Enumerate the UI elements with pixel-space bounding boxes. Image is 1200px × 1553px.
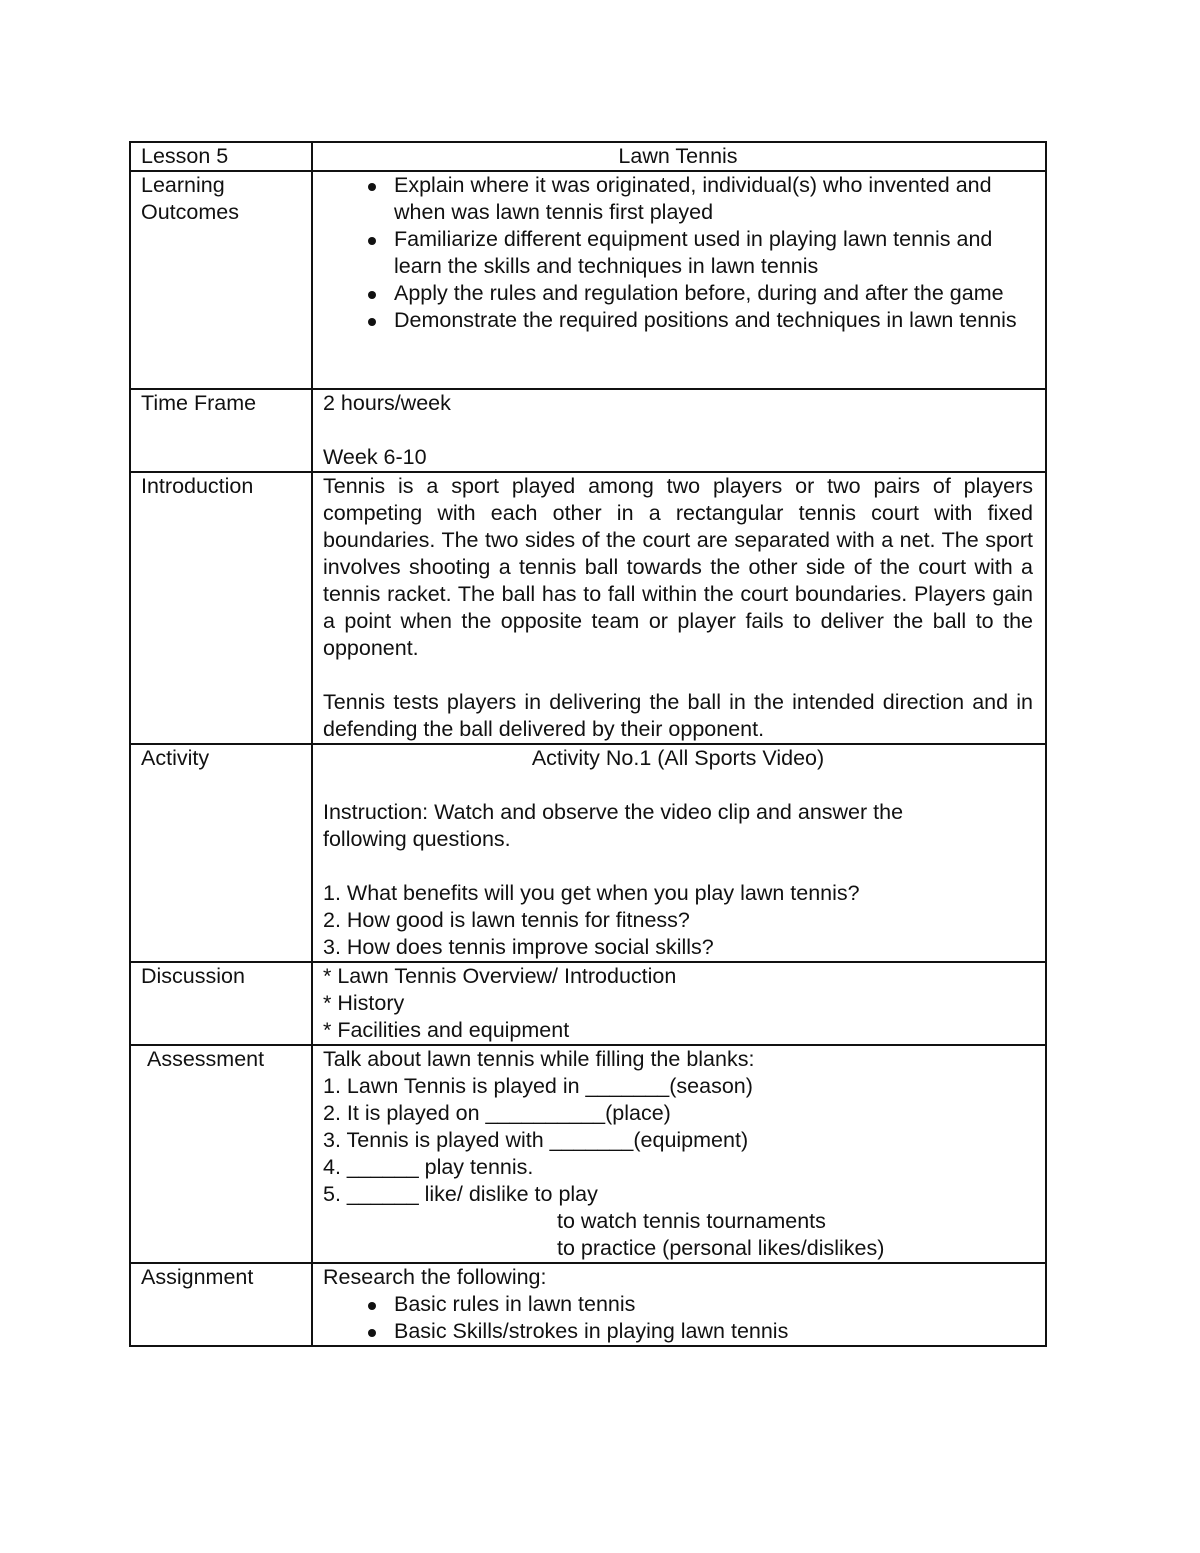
row-introduction <box>130 472 1046 744</box>
activity-label: Activity <box>130 744 312 962</box>
discussion-item: * Facilities and equipment <box>323 1018 570 1042</box>
assessment-label-text: Assessment <box>147 1047 265 1071</box>
time-frame-weeks: Week 6-10 <box>323 445 427 469</box>
list-item: Basic rules in lawn tennis <box>394 1291 1033 1318</box>
row-activity <box>130 744 1046 962</box>
learning-outcomes-label-line1: Learning <box>141 173 225 197</box>
assessment-intro: Talk about lawn tennis while filling the blanks: <box>323 1047 755 1071</box>
assessment-item: 3. Tennis is played with _______(equipment) <box>323 1128 749 1152</box>
list-item: Familiarize different equipment used in playing lawn tennis and learn the skills and techniques in lawn tennis <box>394 226 1033 280</box>
activity-question: 3. How does tennis improve social skills? <box>323 935 714 959</box>
time-frame-content <box>312 389 1046 472</box>
lesson-plan-table <box>129 141 1047 1347</box>
discussion-item: * Lawn Tennis Overview/ Introduction <box>323 964 677 988</box>
activity-instruction: Instruction: Watch and observe the video clip and answer the following questions. <box>323 800 904 851</box>
introduction-content <box>312 472 1046 744</box>
assessment-item: 5. ______ like/ dislike to play <box>323 1182 598 1206</box>
learning-outcomes-list <box>323 172 1033 334</box>
row-assignment <box>130 1263 1046 1346</box>
assessment-subitem: to watch tennis tournaments <box>557 1209 826 1233</box>
row-time-frame <box>130 389 1046 472</box>
assignment-content <box>312 1263 1046 1346</box>
activity-content <box>312 744 1046 962</box>
assessment-subitem: to practice (personal likes/dislikes) <box>557 1236 885 1260</box>
activity-title: Activity No.1 (All Sports Video) <box>531 746 825 770</box>
assessment-item: 1. Lawn Tennis is played in _______(season) <box>323 1074 753 1098</box>
row-discussion <box>130 962 1046 1045</box>
activity-question: 2. How good is lawn tennis for fitness? <box>323 908 690 932</box>
list-item: Apply the rules and regulation before, during and after the game <box>394 280 1033 307</box>
row-assessment <box>130 1045 1046 1263</box>
list-item: Explain where it was originated, individual(s) who invented and when was lawn tennis first played <box>394 172 1033 226</box>
introduction-paragraph-1: Tennis is a sport played among two players or two pairs of players competing with each other in a rectangular tennis court with fixed boundaries. The two sides of the court are separated with a net. The sport involves shooting a tennis ball towards the other side of the court with a tennis racket. The ball has to fall within the court boundaries. Players gain a point when the opposite team or player fails to deliver the ball to the opponent. <box>323 474 1033 660</box>
assignment-intro: Research the following: <box>323 1265 547 1289</box>
discussion-label: Discussion <box>130 962 312 1045</box>
discussion-content <box>312 962 1046 1045</box>
assessment-item: 4. ______ play tennis. <box>323 1155 534 1179</box>
learning-outcomes-content <box>312 171 1046 389</box>
lesson-title: Lawn Tennis <box>312 142 1046 171</box>
time-frame-label: Time Frame <box>130 389 312 472</box>
row-learning-outcomes <box>130 171 1046 389</box>
list-item: Demonstrate the required positions and techniques in lawn tennis <box>394 307 1033 334</box>
activity-question: 1. What benefits will you get when you play lawn tennis? <box>323 881 860 905</box>
learning-outcomes-label-line2: Outcomes <box>141 200 239 224</box>
assessment-label <box>130 1045 312 1263</box>
learning-outcomes-label <box>130 171 312 389</box>
list-item: Basic Skills/strokes in playing lawn tennis <box>394 1318 1033 1345</box>
assessment-item: 2. It is played on __________(place) <box>323 1101 671 1125</box>
lesson-label: Lesson 5 <box>130 142 312 171</box>
assignment-list <box>323 1291 1033 1345</box>
time-frame-hours: 2 hours/week <box>323 391 451 415</box>
introduction-label: Introduction <box>130 472 312 744</box>
assessment-content <box>312 1045 1046 1263</box>
row-lesson <box>130 142 1046 171</box>
discussion-item: * History <box>323 991 405 1015</box>
assignment-label: Assignment <box>130 1263 312 1346</box>
introduction-paragraph-2: Tennis tests players in delivering the ball in the intended direction and in defending the ball delivered by their opponent. <box>323 690 1033 741</box>
